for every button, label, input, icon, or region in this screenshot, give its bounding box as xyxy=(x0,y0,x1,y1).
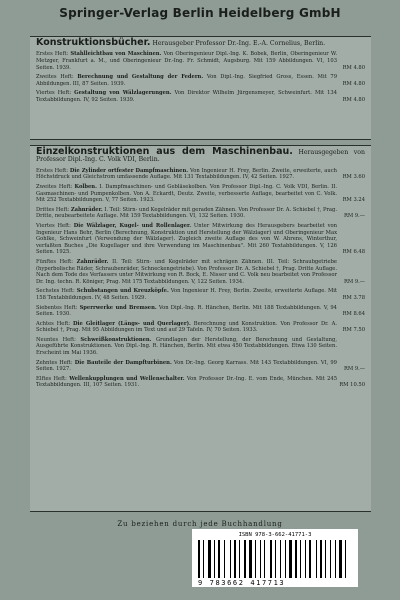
barcode-bar xyxy=(270,540,272,578)
entry-heft: Viertes Heft: xyxy=(36,222,74,229)
entry-heft: Sechstes Heft: xyxy=(36,288,77,295)
barcode-bar xyxy=(289,540,292,578)
barcode-bar xyxy=(208,540,211,578)
barcode-bar xyxy=(287,540,288,578)
section2-editor: Herausgegeben von Professor Dipl.-Ing. C. Volk VDI, Berlin. xyxy=(36,149,366,164)
section2-list xyxy=(36,168,365,389)
entry-body: Grundlagen der Herstellung, der Berechnung und Gestaltung, Ausgeführte Konstruktionen. Von Dipl.-Ing. R. Hänchen, Berlin. Mit etwa 450 Textabbildungen. Etwa 130 Seiten. Erscheint im Mai 1936. xyxy=(36,336,337,357)
barcode-bar xyxy=(327,540,329,578)
entry-price: RM 9.— xyxy=(343,366,365,373)
entry-heft: Zweites Heft: xyxy=(36,74,78,81)
entry-price: RM 3.78 xyxy=(342,294,365,301)
barcode-bar xyxy=(224,540,225,578)
section2-heading xyxy=(36,148,365,164)
entry-price: RM 9.— xyxy=(343,278,365,285)
barcode-bar xyxy=(316,540,317,578)
entry-price: RM 4.80 xyxy=(342,64,365,71)
book-entry xyxy=(36,288,365,301)
barcode-bar xyxy=(264,540,265,578)
barcode-bar xyxy=(262,540,263,578)
entry-title: Zahnräder. xyxy=(70,206,103,213)
barcode-bar xyxy=(335,540,336,578)
barcode-bar xyxy=(244,540,246,578)
entry-title: Die Zylinder ortfester Dampfmaschinen. xyxy=(69,167,189,174)
book-entry xyxy=(36,207,365,220)
entry-heft: Neuntes Heft: xyxy=(36,336,81,343)
entry-heft: Zehntes Heft: xyxy=(36,359,75,366)
entry-body: Von Oberingenieur Dipl.-Ing. K. Bobek, Berlin, Oberingenieur W. Metzger, Frankfurt a. M., und Oberingenieur Dr.-Ing. Fr. Schmidt, Augsburg. Mit 159 Abbildungen. VI, 103 Seiten. 1939. xyxy=(36,51,337,71)
book-entry xyxy=(36,223,365,256)
barcode-bar xyxy=(345,540,346,578)
barcode-bar xyxy=(332,540,334,578)
book-entry xyxy=(36,360,365,373)
barcode-bar xyxy=(253,540,254,578)
availability-note: Zu beziehen durch jede Buchhandlung xyxy=(117,520,283,528)
entry-title: Schweißkonstruktionen. xyxy=(80,336,152,343)
book-entry xyxy=(36,321,365,334)
barcode-bar xyxy=(300,540,301,578)
entry-title: Gestaltung von Wälzlagerungen. xyxy=(74,90,172,97)
entry-title: Sperrwerke und Bremsen. xyxy=(79,304,157,311)
barcode-bar xyxy=(255,540,256,578)
publisher-header: Springer-Verlag Berlin Heidelberg GmbH xyxy=(59,6,341,20)
barcode-bar xyxy=(230,540,231,578)
barcode-bar xyxy=(298,540,299,578)
barcode-bar xyxy=(239,540,240,578)
entry-price: RM 3.60 xyxy=(342,174,365,181)
entry-title: Berechnung und Gestaltung der Federn. xyxy=(77,74,204,81)
barcode-bar xyxy=(237,540,238,578)
barcode-bar xyxy=(266,540,269,578)
entry-body: Von Ingenieur H. Frey, Berlin. Zweite, erweiterte Auflage. Mit 158 Textabbildungen. IV, 48 Seiten. 1929. xyxy=(36,288,338,301)
book-entry xyxy=(36,90,365,103)
barcode-bar xyxy=(247,540,248,578)
section1-editor: Herausgeber Professor Dr.-Ing. E.-A. Cornelius, Berlin. xyxy=(152,40,326,47)
entry-heft: Drittes Heft: xyxy=(36,206,71,213)
entry-heft: Achtes Heft: xyxy=(36,320,74,327)
section1-title: Konstruktionsbücher. xyxy=(36,37,151,48)
barcode-bar xyxy=(320,540,322,578)
barcode-bar xyxy=(285,540,286,578)
barcode-bar xyxy=(282,540,284,578)
barcode-bar xyxy=(212,540,213,578)
barcode-bar xyxy=(226,540,229,578)
entry-title: Stahlleichtbau von Maschinen. xyxy=(70,51,162,58)
barcode-bar xyxy=(330,540,331,578)
entry-heft: Fünftes Heft: xyxy=(36,258,77,265)
barcode-bar xyxy=(218,540,220,578)
entry-price: RM 8.64 xyxy=(342,311,365,318)
barcode-bar xyxy=(293,540,294,578)
book-entry xyxy=(36,259,365,285)
entry-title: Die Bauteile der Dampfturbinen. xyxy=(74,359,172,366)
book-entry xyxy=(36,74,365,87)
book-entry xyxy=(36,337,365,357)
barcode-bar xyxy=(216,540,217,578)
barcode-bar xyxy=(309,540,311,578)
entry-price: RM 3.24 xyxy=(342,197,365,204)
barcode-bar xyxy=(198,540,200,578)
barcode-digits: 9 783662 417713 xyxy=(198,579,286,587)
barcode-bar xyxy=(273,540,274,578)
barcode-bar xyxy=(312,540,315,578)
konstruktionsbuecher-frame xyxy=(30,36,371,140)
barcode-bar xyxy=(337,540,338,578)
barcode-bar xyxy=(339,540,342,578)
book-entry xyxy=(36,168,365,181)
entry-body: Von Dipl.-Ing. Siegfried Gross, Essen. Mit 79 Abbildungen. III, 87 Seiten. 1939. xyxy=(36,74,337,87)
entry-body: Unter Mitwirkung des Herausgebers bearbeitet von Ingenieur Hans Behr, Berlin (Berechnung, Konstruktion und Herstellung der Wälzlager) und Oberingenieur Max Gohlke, Schweinfurt (Verwendung der Wälzlager). Zugleich zweite Auflage des von W. Ahrens, Winterthur, verfaßten Buches „Die Kugellager und ihre Verwendung im Maschinenbau". Mit 260 Textabbildungen. V, 126 Seiten. 1925. xyxy=(36,222,338,256)
entry-price: RM 6.48 xyxy=(342,249,365,256)
barcode-bar xyxy=(295,540,297,578)
entry-title: Schubstangen und Kreuzköpfe. xyxy=(76,288,169,295)
barcode-bar xyxy=(325,540,326,578)
barcode-bar xyxy=(260,540,261,578)
section1-list xyxy=(36,51,365,103)
barcode-bars xyxy=(198,540,352,578)
barcode-bar xyxy=(234,540,236,578)
entry-title: Zahnräder. xyxy=(76,258,109,265)
entry-body: Von Direktor Wilhelm Jürgensmeyer, Schweinfurt. Mit 134 Textabbildungen. IV, 92 Seiten. 1939. xyxy=(36,90,337,103)
entry-body: I. Teil: Stirn- und Kegelräder mit geraden Zähnen. Von Professor Dr. A. Schiebel †, Prag. Dritte, neubearbeitete Auflage. Mit 159 Textabbildungen. VI, 132 Seiten. 1930. xyxy=(36,206,337,220)
entry-title: Die Gleitlager (Längs- und Querlager). xyxy=(73,320,191,327)
isbn-text: ISBN 978-3-662-41771-3 xyxy=(238,532,312,538)
barcode-bar xyxy=(343,540,344,578)
entry-heft: Erstes Heft: xyxy=(36,167,70,174)
barcode-bar xyxy=(249,540,252,578)
barcode-bar xyxy=(257,540,259,578)
barcode-bar xyxy=(205,540,207,578)
entry-body: Von Ingenieur H. Frey, Berlin. Zweite, erweiterte, auch Höchstdruck und Gleichstrom umfassende Auflage. Mit 131 Textabbildungen. IV, 42 Seiten. 1927. xyxy=(36,167,337,181)
entry-title: Die Wälzlager, Kugel- und Rollenlager. xyxy=(73,222,192,229)
entry-title: Kolben. xyxy=(74,184,97,190)
entry-body: Von Dr.-Ing. Georg Karrass. Mit 143 Textabbildungen. VI, 99 Seiten. 1927. xyxy=(36,359,337,373)
section2-title: Einzelkonstruktionen aus dem Maschinenbau. xyxy=(36,146,293,157)
entry-heft: Siebentes Heft: xyxy=(36,304,80,311)
book-entry xyxy=(36,51,365,71)
section1-heading xyxy=(36,39,365,47)
entry-heft: Viertes Heft: xyxy=(36,90,75,97)
entry-price: RM 7.50 xyxy=(342,327,365,334)
barcode-bar xyxy=(307,540,308,578)
barcode-bar xyxy=(201,540,202,578)
barcode-bar xyxy=(302,540,304,578)
entry-price: RM 9.— xyxy=(343,213,365,220)
barcode-bar xyxy=(275,540,276,578)
barcode-bar xyxy=(305,540,306,578)
einzelkonstruktionen-frame xyxy=(30,145,371,512)
barcode-bar xyxy=(323,540,324,578)
barcode-bar xyxy=(232,540,233,578)
barcode-box xyxy=(192,529,358,587)
barcode-bar xyxy=(318,540,319,578)
barcode-bar xyxy=(221,540,223,578)
barcode-bar xyxy=(280,540,281,578)
entry-heft: Zweites Heft: xyxy=(36,184,75,190)
book-entry xyxy=(36,184,365,204)
entry-price: RM 10.50 xyxy=(339,382,365,389)
entry-body: Von Dipl.-Ing. R. Hänchen, Berlin. Mit 188 Textabbildungen. V, 94 Seiten. 1930. xyxy=(36,304,337,318)
barcode-bar xyxy=(203,540,204,578)
entry-body: Von Professor Dr.-Ing. E. vom Ende, München. Mit 245 Textabbildungen. III, 107 Seiten. 1931. xyxy=(36,375,338,389)
entry-heft: Erstes Heft: xyxy=(36,51,71,58)
barcode-bar xyxy=(241,540,243,578)
entry-body: II. Teil: Stirn- und Kegelräder mit schrägen Zähnen. III. Teil: Schraubgetriebe (hyperbolische Räder, Schraubenräder, Schneckengetriebe). Von Professor Dr. A. Schiebel †, Prag. Dritte Auflage. Nach dem Tode des Verfassers unter Mitwirkung von R. Bock, E. Nisser und C. Volk neu bearbeitet von Professor Dr. Ing. techn. R. Königer, Prag. Mit 175 Textabbildungen. V, 122 Seiten. 1934. xyxy=(36,258,337,285)
entry-body: I. Dampfmaschinen- und Gebläsekolben. Von Professor Dipl.-Ing. C. Volk VDI, Berlin. II. Gasmaschinen- und Pumpenkolben. Von A. Eckardt, Deutz. Zweite, verbesserte Auflage, bearbeitet von C. Volk. Mit 252 Textabbildungen. V, 77 Seiten. 1923. xyxy=(36,184,337,204)
entry-title: Wellenkupplungen und Wellenschalter. xyxy=(69,375,185,382)
entry-heft: Elftes Heft: xyxy=(36,375,70,382)
entry-price: RM 4.80 xyxy=(342,96,365,103)
barcode-bar xyxy=(277,540,279,578)
book-entry xyxy=(36,305,365,318)
barcode-bar xyxy=(347,540,349,578)
book-entry xyxy=(36,376,365,389)
entry-price: RM 4.80 xyxy=(342,80,365,87)
entry-body: Berechnung und Konstruktion. Von Professor Dr. A. Schiebel †, Prag. Mit 95 Abbildungen im Text und auf 29 Tafeln. IV, 70 Seiten. 1933. xyxy=(36,320,337,334)
barcode-bar xyxy=(214,540,215,578)
